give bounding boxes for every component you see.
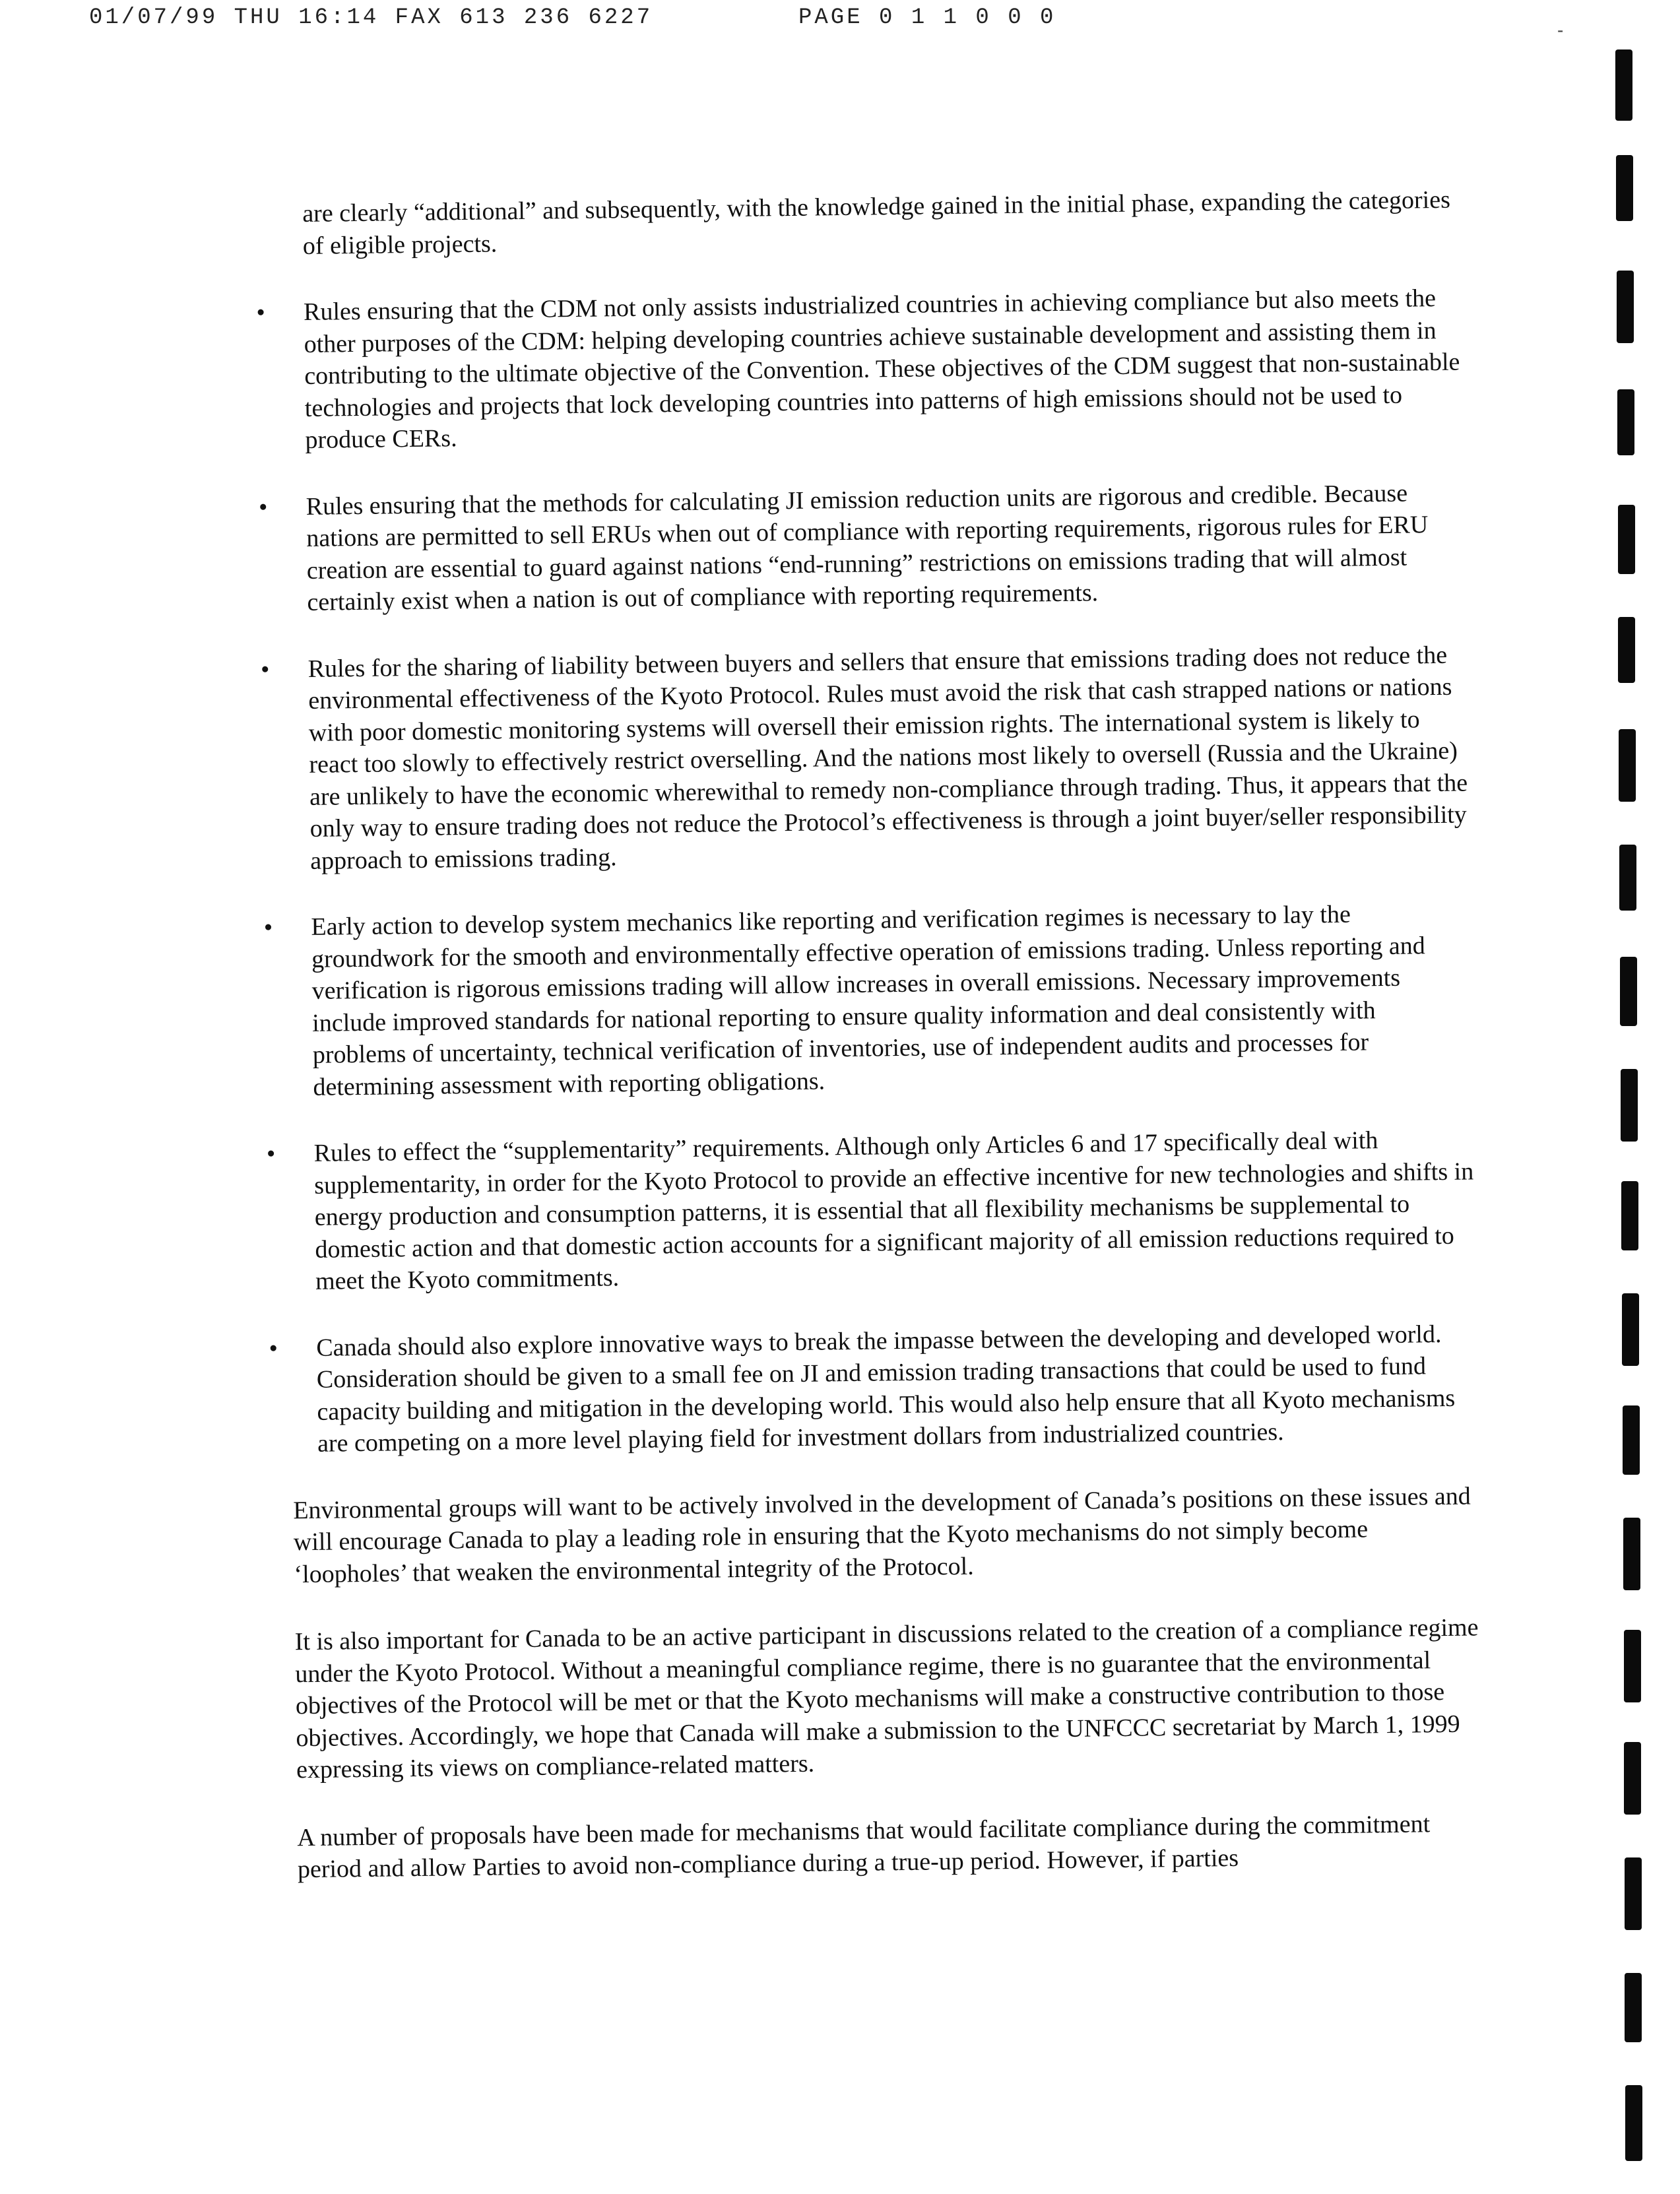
document-body <box>256 183 1484 1885</box>
binding-mark <box>1625 1973 1642 2042</box>
binding-mark <box>1623 1405 1640 1475</box>
list-item <box>263 897 1474 1103</box>
list-item-text: Rules ensuring that the CDM not only assists industrialized countries in achieving compliance but also meets the other purposes of the CDM: helping developing countries achieve sustainable development and assisting them in contributing to the ultimate objective of the Convention. These objectives of the CDM suggest that non-sustainable technologies and projects that lock developing countries into patterns of high emissions should not be used to produce CERs. <box>303 284 1460 454</box>
binding-mark <box>1618 617 1635 683</box>
binding-mark <box>1625 2085 1642 2161</box>
list-item <box>260 639 1471 877</box>
corner-mark: - <box>1557 20 1564 40</box>
fax-transmission-header <box>89 5 1056 32</box>
binding-mark <box>1623 1518 1640 1590</box>
list-item-text: Rules to effect the “supplementarity” requirements. Although only Articles 6 and 17 specifically deal with supplementarity, in order for the Kyoto Protocol to provide an effective incentive for new technologies and shifts in energy production and consumption patterns, it is essential that all flexibility mechanisms be supplemental to domestic action and that domestic action accounts for a significant majority of all emission reductions required to meet the Kyoto commitments. <box>313 1126 1474 1295</box>
list-item-text: Rules ensuring that the methods for calculating JI emission reduction units are rigorous and credible. Because nations are permitted to sell ERUs when out of compliance with reporting requirements, rigorous rules for ERU creation are essential to guard against nations “end-running” restrictions on emissions trading that will almost certainly exist when a nation is out of compliance with reporting requirements. <box>306 479 1429 616</box>
binding-mark <box>1625 1857 1642 1930</box>
body-paragraph: It is also important for Canada to be an active participant in discussions related to the creation of a compliance regime under the Kyoto Protocol. Without a meaningful compliance regime, there is no guarantee that the environmental objectives of the Protocol will be met or that the Kyoto mechanisms will make a constructive contribution to those objectives. Accordingly, we hope that Canada will make a submission to the UNFCCC secretariat by March 1, 1999 expressing its views on compliance-related matters. <box>294 1613 1479 1784</box>
binding-mark <box>1616 155 1633 221</box>
continued-paragraph: are clearly “additional” and subsequently, with the knowledge gained in the initial phase, expanding the categories of eligible projects. <box>302 185 1451 260</box>
list-item-text: Early action to develop system mechanics like reporting and verification regimes is necessary to lay the groundwork for the smooth and environmentally effective operation of emissions trading. Unless reporting and verification is rigorous emissions trading will allow increases in overall emissions. Necessary improvements include improved standards for national reporting to ensure quality information and deal consistently with problems of uncertainty, technical verification of inventories, use of independent audits and processes for determining assessment with reporting obligations. <box>311 900 1426 1101</box>
fax-header-right: PAGE 0 1 1 0 0 0 <box>798 5 1056 30</box>
binding-mark <box>1624 1630 1641 1702</box>
binding-mark <box>1619 729 1636 802</box>
bullet-marker: • <box>260 655 270 684</box>
binding-mark <box>1621 1069 1638 1142</box>
list-item <box>269 1318 1479 1460</box>
bullet-marker: • <box>266 1140 276 1168</box>
binding-mark <box>1619 845 1636 911</box>
list-item <box>258 476 1468 618</box>
binding-mark <box>1620 957 1637 1026</box>
body-paragraph: Environmental groups will want to be actively involved in the development of Canada’s positions on these issues and will encourage Canada to play a leading role in ensuring that the Kyoto mechanisms do not simply become ‘loopholes’ that weaken the environmental integrity of the Protocol. <box>293 1482 1471 1588</box>
list-item <box>266 1123 1477 1297</box>
fax-header-left: 01/07/99 THU 16:14 FAX 613 236 6227 <box>89 5 653 30</box>
list-item <box>256 282 1467 456</box>
binding-mark <box>1617 271 1634 343</box>
binding-mark <box>1622 1293 1639 1366</box>
bullet-marker: • <box>269 1334 278 1363</box>
bullet-marker: • <box>258 493 268 521</box>
binding-mark <box>1624 1742 1641 1815</box>
list-item-text: Rules for the sharing of liability between buyers and sellers that ensure that emissions trading does not reduce the environmental effectiveness of the Kyoto Protocol. Rules must avoid the risk that cash strapped nations or nations with poor domestic monitoring systems will oversell their emission rights. The international system is likely to react too slowly to effectively restrict overselling. And the nations most likely to oversell (Russia and the Ukraine) are unlikely to have the economic wherewithal to remedy non-compliance through trading. Thus, it appears that the only way to ensure trading does not reduce the Protocol’s effectiveness is through a joint buyer/seller responsibility approach to emissions trading. <box>307 641 1468 875</box>
bullet-marker: • <box>256 298 266 327</box>
body-paragraph: A number of proposals have been made for mechanisms that would facilitate compliance during the commitment period and allow Parties to avoid non-compliance during a true-up period. However, if parties <box>297 1809 1431 1884</box>
list-item-text: Canada should also explore innovative ways to break the impasse between the developing and developed world. Consideration should be given to a small fee on JI and emission trading transactions that could be used to fund capacity building and mitigation in the developing world. This would also help ensure that all Kyoto mechanisms are competing on a more level playing field for investment dollars from industrialized countries. <box>316 1320 1456 1458</box>
binding-mark <box>1621 1181 1638 1250</box>
binding-mark <box>1617 389 1634 455</box>
bullet-marker: • <box>263 913 273 942</box>
binding-mark <box>1615 49 1632 121</box>
binding-mark <box>1618 505 1635 574</box>
recommendation-list <box>256 282 1479 1460</box>
